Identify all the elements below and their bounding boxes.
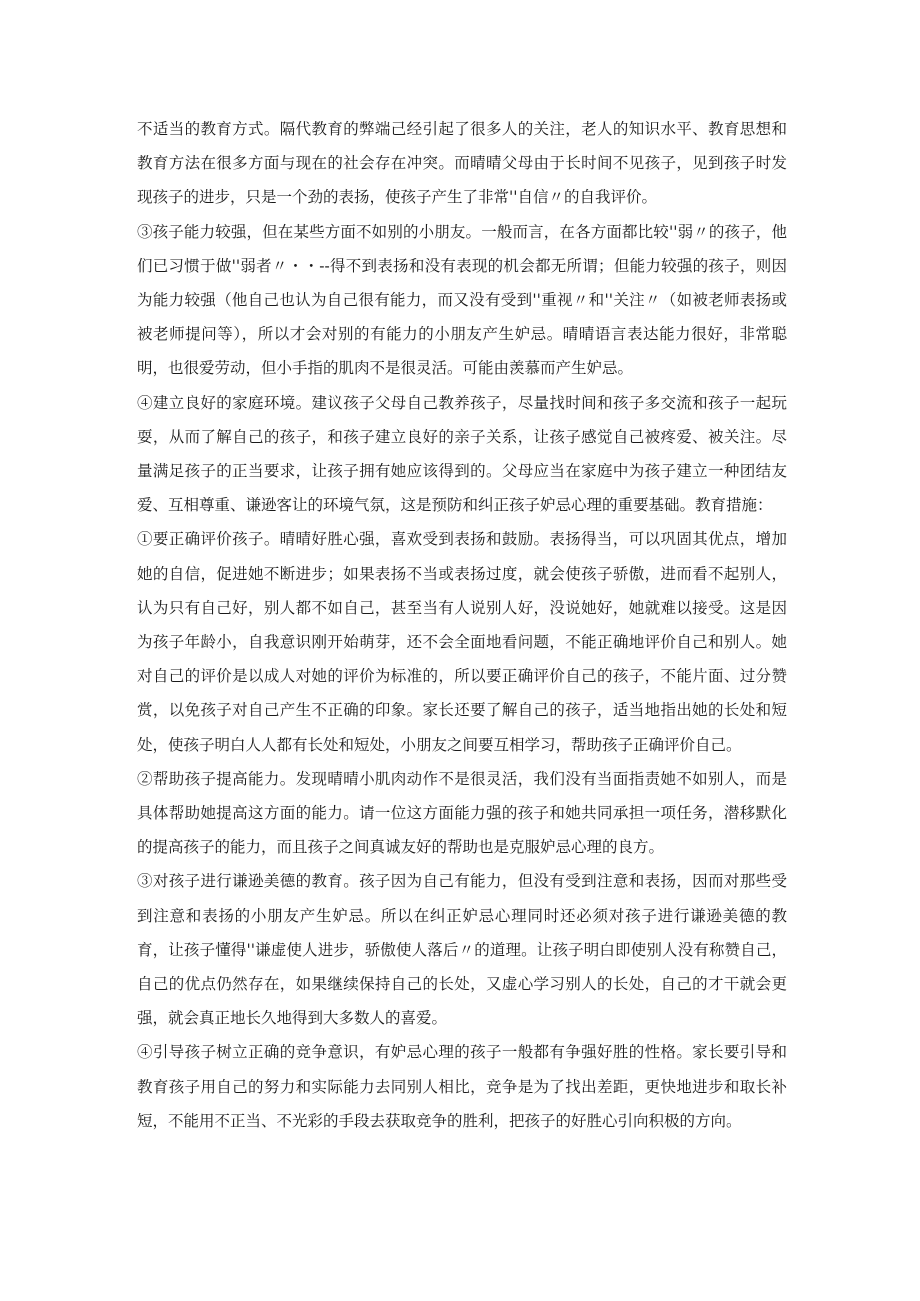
paragraph-measure-3-modesty: ③对孩子进行谦逊美德的教育。孩子因为自己有能力，但没有受到注意和表扬，因而对那些受到注意和表扬的小朋友产生妒忌。所以在纠正妒忌心理同时还必须对孩子进行谦逊美德的教育，让孩子懂得''谦虚使人进步，骄傲使人落后〃的道理。让孩子明白即使别人没有称赞自己，自己的优点仍然存在，如果继续保持自己的长处，又虚心学习别人的长处，自己的才干就会更强，就会真正地长久地得到大多数人的喜爱。 [137,872,787,1028]
paragraph-intro: 不适当的教育方式。隔代教育的弊端己经引起了很多人的关注，老人的知识水平、教育思想和教育方法在很多方面与现在的社会存在冲突。而晴晴父母由于长时间不见孩子，见到孩子时发现孩子的进步，只是一个劲的表扬，使孩子产生了非常''自信〃的自我评价。 [137,120,787,207]
paragraph-measure-1-evaluate: ①要正确评价孩子。晴晴好胜心强，喜欢受到表扬和鼓励。表扬得当，可以巩固其优点，增加她的自信，促进她不断进步；如果表扬不当或表扬过度，就会使孩子骄傲，进而看不起别人，认为只有自己好，别人都不如自己，甚至当有人说别人好，没说她好，她就难以接受。这是因为孩子年龄小，自我意识刚开始萌芽，还不会全面地看问题，不能正确地评价自己和别人。她对自己的评价是以成人对她的评价为标准的，所以要正确评价自己的孩子，不能片面、过分赞赏，以免孩子对自己产生不正确的印象。家长还要了解自己的孩子，适当地指出她的长处和短处，使孩子明白人人都有长处和短处，小朋友之间要互相学习，帮助孩子正确评价自己。 [137,530,787,754]
document-body [137,112,787,1138]
paragraph-measure-4-competition: ④引导孩子树立正确的竞争意识，有妒忌心理的孩子一般都有争强好胜的性格。家长要引导和教育孩子用自己的努力和实际能力去同别人相比，竞争是为了找出差距，更快地进步和取长补短，不能用不正当、不光彩的手段去获取竞争的胜利，把孩子的好胜心引向积极的方向。 [137,1043,787,1130]
paragraph-point-4-family-environment: ④建立良好的家庭环境。建议孩子父母自己教养孩子，尽量找时间和孩子多交流和孩子一起玩耍，从而了解自己的孩子，和孩子建立良好的亲子关系，让孩子感觉自己被疼爱、被关注。尽量满足孩子的正当要求，让孩子拥有她应该得到的。父母应当在家庭中为孩子建立一种团结友爱、互相尊重、谦逊客让的环境气氛，这是预防和纠正孩子妒忌心理的重要基础。教育措施： [137,393,787,515]
paragraph-point-3-ability: ③孩子能力较强，但在某些方面不如别的小朋友。一般而言，在各方面都比较''弱〃的孩子，他们已习惯于做''弱者〃・・--得不到表扬和没有表现的机会都无所谓；但能力较强的孩子，则因为能力较强（他自己也认为自己很有能力，而又没有受到''重视〃和''关注〃（如被老师表扬或被老师提问等），所以才会对别的有能力的小朋友产生妒忌。晴晴语言表达能力很好，非常聪明，也很爱劳动，但小手指的肌肉不是很灵活。可能由羡慕而产生妒忌。 [137,222,787,378]
paragraph-measure-2-improve-ability: ②帮助孩子提高能力。发现晴晴小肌肉动作不是很灵活，我们没有当面指责她不如别人，而是具体帮助她提高这方面的能力。请一位这方面能力强的孩子和她共同承担一项任务，潜移默化的提高孩子的能力，而且孩子之间真诚友好的帮助也是克服妒忌心理的良方。 [137,769,787,857]
